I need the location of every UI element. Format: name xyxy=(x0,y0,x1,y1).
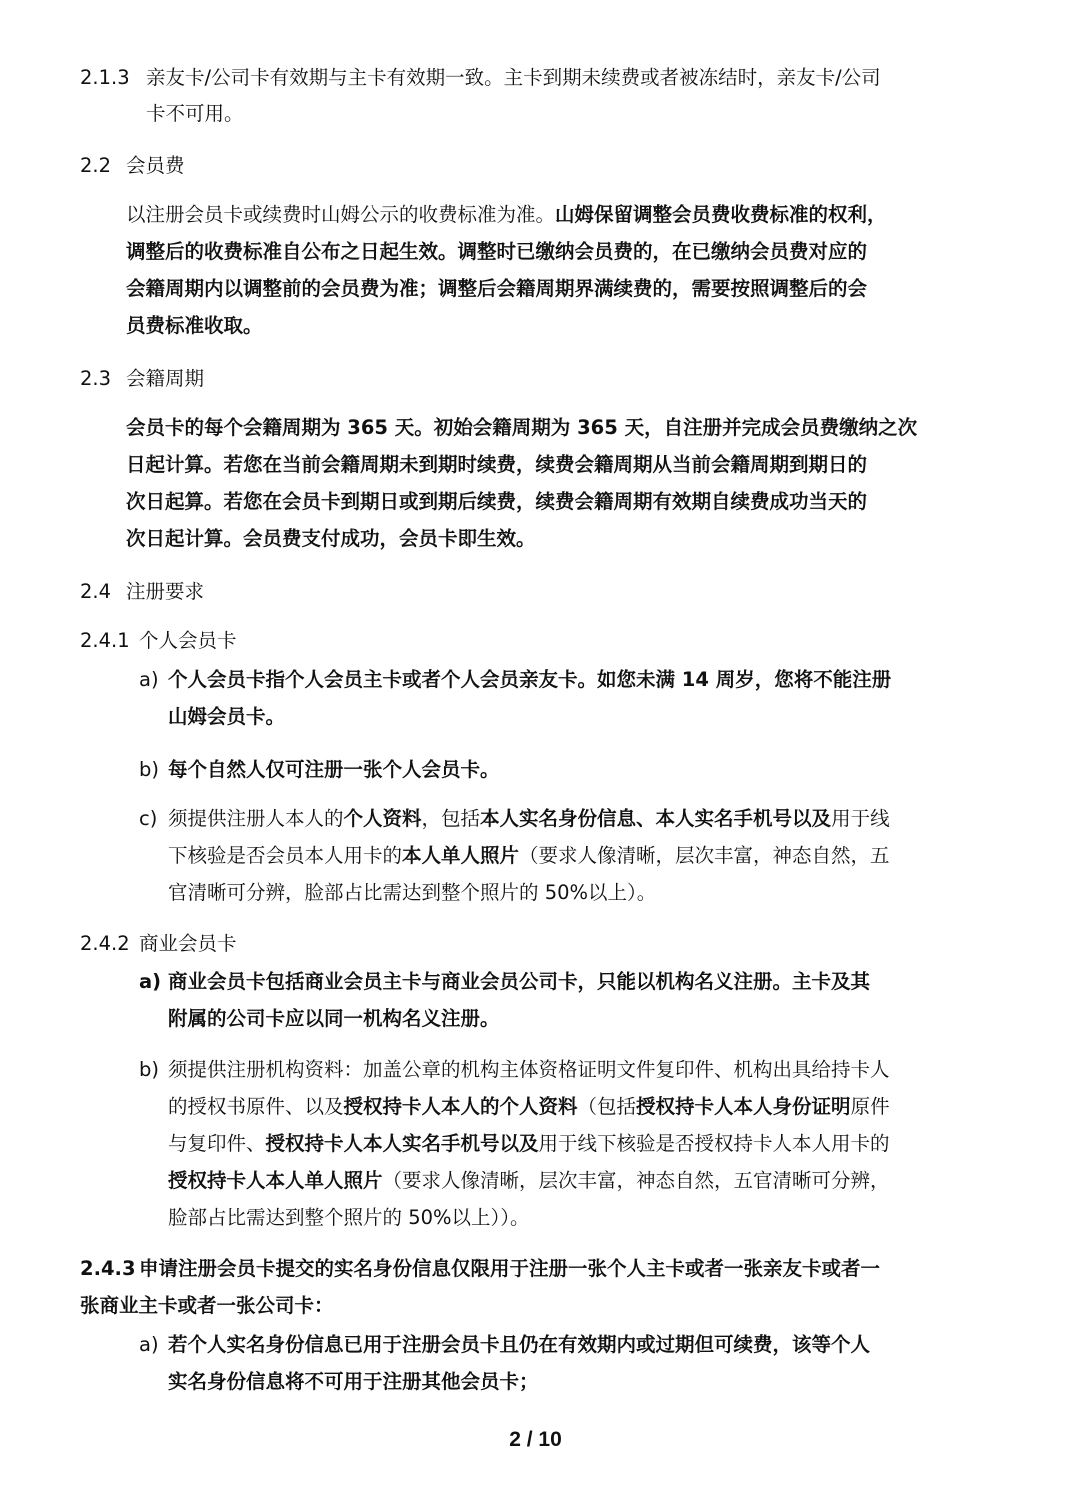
bold-span: 个人资料 xyxy=(343,807,422,830)
section-title: 注册要求 xyxy=(126,580,205,603)
text-span: ，包括 xyxy=(421,807,481,830)
section-number: 2.2 xyxy=(80,154,112,177)
text-span: （包括 xyxy=(577,1095,637,1118)
section-number: 2.3 xyxy=(80,367,112,390)
paragraph-line: 会员卡的每个会籍周期为 365 天。初始会籍周期为 365 天，自注册并完成会员费缴纳之次 xyxy=(126,416,918,439)
section-number: 2.4.2 xyxy=(80,932,130,955)
text-span: 的授权书原件、以及 xyxy=(168,1095,344,1118)
list-item-line xyxy=(168,842,890,870)
bold-span: 授权持卡人本人身份证明 xyxy=(636,1095,851,1118)
list-item-line xyxy=(168,805,890,833)
list-label: c) xyxy=(139,807,158,830)
list-label: a) xyxy=(139,668,159,691)
paragraph-line: 调整后的收费标准自公布之日起生效。调整时已缴纳会员费的，在已缴纳会员费对应的 xyxy=(126,240,868,263)
list-item-line: 附属的公司卡应以同一机构名义注册。 xyxy=(168,1007,500,1030)
section-number: 2.4.1 xyxy=(80,629,130,652)
bold-span: 本人实名身份信息、本人实名手机号以及 xyxy=(480,807,832,830)
list-item-line: 官清晰可分辨，脸部占比需达到整个照片的 50%以上）。 xyxy=(168,881,657,904)
list-item-line: 山姆会员卡。 xyxy=(168,705,286,728)
section-title: 会籍周期 xyxy=(126,367,205,390)
bold-span: 山姆保留调整会员费收费标准的权利， xyxy=(555,203,887,226)
list-item-line: 须提供注册机构资料：加盖公章的机构主体资格证明文件复印件、机构出具给持卡人 xyxy=(168,1058,890,1081)
section-title: 个人会员卡 xyxy=(139,629,237,652)
text-span: 以注册会员卡或续费时山姆公示的收费标准为准。 xyxy=(126,203,556,226)
bold-span: 授权持卡人本人单人照片 xyxy=(168,1169,383,1192)
text-span: （要求人像清晰，层次丰富，神态自然，五 xyxy=(519,844,890,867)
page-number: 2 / 10 xyxy=(509,1428,562,1451)
list-item-line: 若个人实名身份信息已用于注册会员卡且仍在有效期内或过期但可续费，该等个人 xyxy=(168,1333,871,1356)
section-title: 会员费 xyxy=(126,154,185,177)
text-span: （要求人像清晰，层次丰富，神态自然，五官清晰可分辨， xyxy=(382,1169,890,1192)
text-span: 与复印件、 xyxy=(168,1132,266,1155)
bold-span: 授权持卡人本人的个人资料 xyxy=(343,1095,578,1118)
list-item-line: 实名身份信息将不可用于注册其他会员卡； xyxy=(168,1370,539,1393)
list-item-line: 每个自然人仅可注册一张个人会员卡。 xyxy=(168,758,500,781)
paragraph-line: 申请注册会员卡提交的实名身份信息仅限用于注册一张个人主卡或者一张亲友卡或者一 xyxy=(139,1257,881,1280)
paragraph-line: 张商业主卡或者一张公司卡： xyxy=(80,1294,334,1317)
paragraph-line: 员费标准收取。 xyxy=(126,314,263,337)
section-number: 2.1.3 xyxy=(80,66,130,89)
list-label: b) xyxy=(139,758,159,781)
section-title: 商业会员卡 xyxy=(139,932,237,955)
text-span: 用于线 xyxy=(831,807,890,830)
list-item-line xyxy=(168,1167,890,1195)
paragraph-line: 日起计算。若您在当前会籍周期未到期时续费，续费会籍周期从当前会籍周期到期日的 xyxy=(126,453,868,476)
list-label: b) xyxy=(139,1058,159,1081)
text-span: 用于线下核验是否授权持卡人本人用卡的 xyxy=(538,1132,890,1155)
paragraph-line: 会籍周期内以调整前的会员费为准；调整后会籍周期界满续费的，需要按照调整后的会 xyxy=(126,277,868,300)
list-item-line: 脸部占比需达到整个照片的 50%以上））。 xyxy=(168,1206,530,1229)
paragraph-line: 亲友卡/公司卡有效期与主卡有效期一致。主卡到期未续费或者被冻结时，亲友卡/公司 xyxy=(146,66,881,89)
paragraph-line: 次日起算。若您在会员卡到期日或到期后续费，续费会籍周期有效期自续费成功当天的 xyxy=(126,490,868,513)
section-number: 2.4.3 xyxy=(80,1257,136,1280)
list-item-line xyxy=(168,1130,890,1158)
list-item-line xyxy=(168,1093,890,1121)
section-number: 2.4 xyxy=(80,580,112,603)
paragraph-line: 卡不可用。 xyxy=(146,102,244,125)
paragraph-line xyxy=(126,201,887,229)
bold-span: 本人单人照片 xyxy=(402,844,520,867)
list-label: a) xyxy=(139,970,162,993)
text-span: 须提供注册人本人的 xyxy=(168,807,344,830)
paragraph-line: 次日起计算。会员费支付成功，会员卡即生效。 xyxy=(126,527,536,550)
list-item-line: 个人会员卡指个人会员主卡或者个人会员亲友卡。如您未满 14 周岁，您将不能注册 xyxy=(168,668,892,691)
list-label: a) xyxy=(139,1333,159,1356)
text-span: 下核验是否会员本人用卡的 xyxy=(168,844,403,867)
bold-span: 授权持卡人本人实名手机号以及 xyxy=(265,1132,539,1155)
text-span: 原件 xyxy=(850,1095,890,1118)
list-item-line: 商业会员卡包括商业会员主卡与商业会员公司卡，只能以机构名义注册。主卡及其 xyxy=(168,970,871,993)
